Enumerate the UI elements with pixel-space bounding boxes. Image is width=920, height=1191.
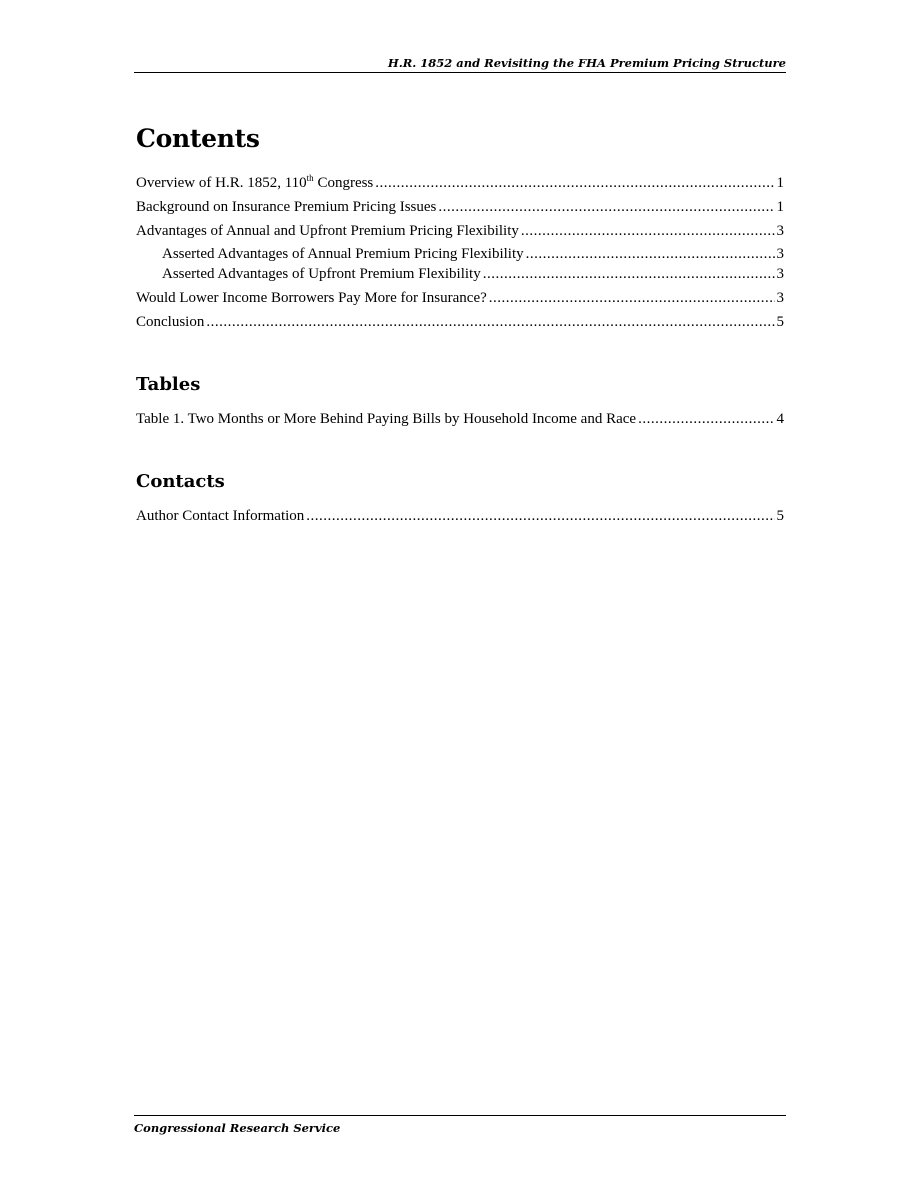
toc-entry-advantages[interactable] <box>136 221 784 241</box>
toc-entry-label: Overview of H.R. 1852, 110th Congress <box>136 173 374 191</box>
leader-dots <box>438 197 774 217</box>
tables-section <box>136 374 784 429</box>
leader-dots <box>306 506 774 526</box>
toc-entry-table-1[interactable] <box>136 409 784 429</box>
toc-page-number: 5 <box>776 508 784 524</box>
leader-dots <box>483 264 775 284</box>
toc-entry-lower-income[interactable] <box>136 288 784 308</box>
toc-page-number: 3 <box>776 223 784 239</box>
running-header: H.R. 1852 and Revisiting the FHA Premium Pricing Structure <box>134 56 786 73</box>
toc-page-number: 5 <box>776 314 784 330</box>
toc-page-number: 1 <box>776 199 784 215</box>
toc-page-number: 3 <box>776 266 784 282</box>
toc-entry-label: Asserted Advantages of Upfront Premium Flexibility <box>162 266 481 282</box>
leader-dots <box>638 409 774 429</box>
leader-dots <box>526 244 775 264</box>
toc-entry-label: Advantages of Annual and Upfront Premium Pricing Flexibility <box>136 223 519 239</box>
toc-entry-annual-flexibility[interactable] <box>136 244 784 264</box>
tables-heading: Tables <box>136 374 201 395</box>
contacts-heading: Contacts <box>136 471 225 492</box>
toc-entry-label: Background on Insurance Premium Pricing Issues <box>136 199 437 215</box>
toc-entry-author-contact[interactable] <box>136 506 784 526</box>
toc-entry-conclusion[interactable] <box>136 312 784 332</box>
leader-dots <box>375 173 774 193</box>
toc-entry-background[interactable] <box>136 197 784 217</box>
contents-heading: Contents <box>136 124 260 153</box>
toc-entry-label: Table 1. Two Months or More Behind Paying Bills by Household Income and Race <box>136 411 637 427</box>
toc-content <box>136 124 784 530</box>
leader-dots <box>489 288 775 308</box>
toc-entry-label: Asserted Advantages of Annual Premium Pricing Flexibility <box>162 246 524 262</box>
toc-entry-label: Author Contact Information <box>136 508 305 524</box>
toc-page-number: 4 <box>776 411 784 427</box>
contacts-section <box>136 471 784 526</box>
toc-page-number: 1 <box>776 175 784 191</box>
running-footer: Congressional Research Service <box>134 1115 786 1135</box>
toc-entry-label: Would Lower Income Borrowers Pay More for Insurance? <box>136 290 487 306</box>
leader-dots <box>521 221 775 241</box>
toc-entry-label: Conclusion <box>136 314 205 330</box>
toc-page-number: 3 <box>776 290 784 306</box>
leader-dots <box>206 312 774 332</box>
toc-entry-upfront-flexibility[interactable] <box>136 264 784 284</box>
toc-entry-overview[interactable] <box>136 173 784 193</box>
toc-page-number: 3 <box>776 246 784 262</box>
